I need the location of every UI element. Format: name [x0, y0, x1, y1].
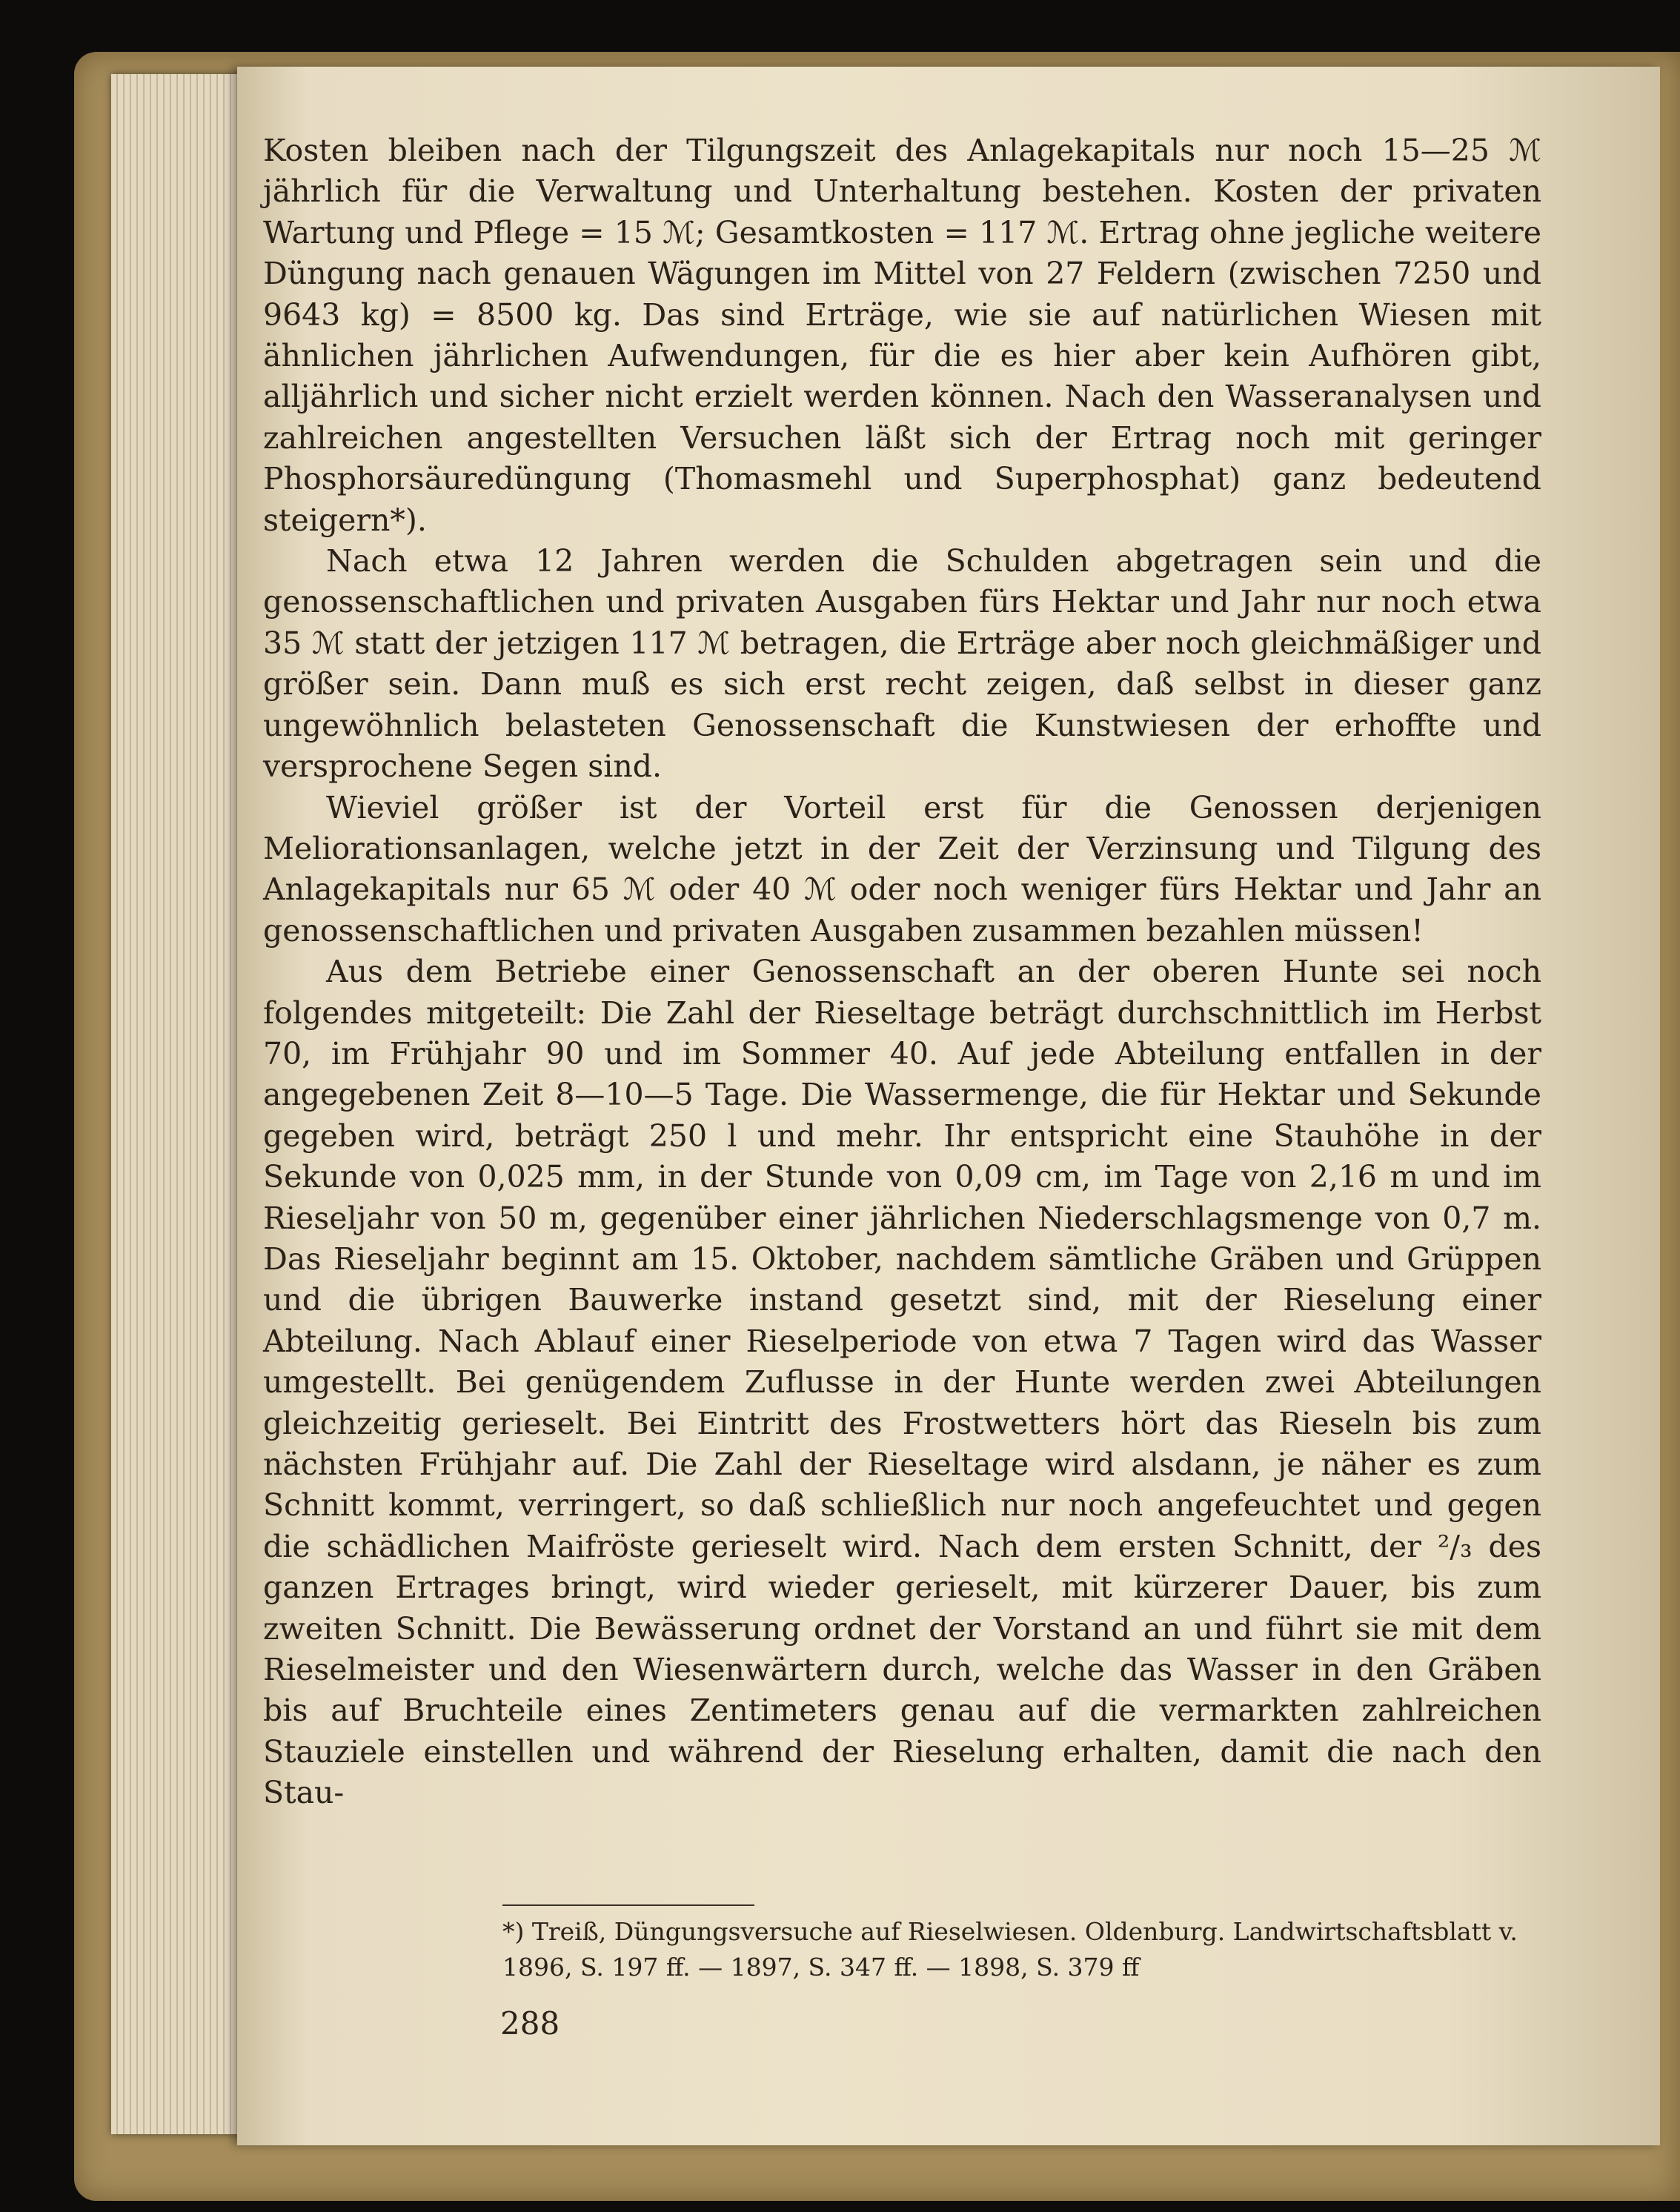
paragraph-2: Nach etwa 12 Jahren werden die Schulden abgetragen sein und die genossenschaftlichen und privaten Ausgaben fürs Hektar und Jahr nur noch etwa 35 ℳ statt der jetzigen 117 ℳ betragen, die Erträge aber noch gleichmäßiger und größer sein. Dann muß es sich erst recht zeigen, daß selbst in dieser ganz ungewöhnlich belasteten Genossenschaft die Kunstwiesen der erhoffte und versprochene Segen sind.	[263, 543, 1541, 785]
body-text	[263, 130, 1541, 1814]
paragraph-4: Aus dem Betriebe einer Genossenschaft an der oberen Hunte sei noch folgendes mitgeteilt: Die Zahl der Rieseltage beträgt durchschnittlich im Herbst 70, im Frühjahr 90 und im Sommer 40. Auf jede Abteilung entfallen in der angegebenen Zeit 8—10—5 Tage. Die Wassermenge, die für Hektar und Sekunde gegeben wird, beträgt 250 l und mehr. Ihr entspricht eine Stauhöhe in der Sekunde von 0,025 mm, in der Stunde von 0,09 cm, im Tage von 2,16 m und im Rieseljahr von 50 m, gegenüber einer jährlichen Niederschlagsmenge von 0,7 m. Das Rieseljahr beginnt am 15. Oktober, nachdem sämtliche Gräben und Grüppen und die übrigen Bauwerke instand gesetzt sind, mit der Rieselung einer Abteilung. Nach Ablauf einer Rieselperiode von etwa 7 Tagen wird das Wasser umgestellt. Bei genügendem Zuflusse in der Hunte werden zwei Abteilungen gleichzeitig gerieselt. Bei Eintritt des Frostwetters hört das Rieseln bis zum nächsten Frühjahr auf. Die Zahl der Rieseltage wird alsdann, je näher es zum Schnitt kommt, verringert, so daß schließlich nur noch angefeuchtet und gegen die schädlichen Maifröste gerieselt wird. Nach dem ersten Schnitt, der ²/₃ des ganzen Ertrages bringt, wird wieder gerieselt, mit kürzerer Dauer, bis zum zweiten Schnitt. Die Bewässerung ordnet der Vorstand an und führt sie mit dem Rieselmeister und den Wiesenwärtern durch, welche das Wasser in den Gräben bis auf Bruchteile eines Zentimeters genau auf die vermarkten zahlreichen Stauziele einstellen und während der Rieselung erhalten, damit die nach den Stau-	[263, 954, 1541, 1811]
footnote: *) Treiß, Düngungsversuche auf Rieselwiesen. Oldenburg. Landwirtschaftsblatt v. 1896, S. 197 ff. — 1897, S. 347 ff. — 1898, S. 379 ff	[502, 1917, 1518, 1982]
page-number: 288	[500, 2005, 560, 2042]
paragraph-3: Wieviel größer ist der Vorteil erst für die Genossen derjenigen Meliorationsanlagen, welche jetzt in der Zeit der Verzinsung und Tilgung des Anlagekapitals nur 65 ℳ oder 40 ℳ oder noch weniger fürs Hektar und Jahr an genossenschaftlichen und privaten Ausgaben zusammen bezahlen müssen!	[263, 789, 1541, 949]
paragraph-1: Kosten bleiben nach der Tilgungszeit des Anlagekapitals nur noch 15—25 ℳ jährlich für die Verwaltung und Unterhaltung bestehen. Kosten der privaten Wartung und Pflege = 15 ℳ; Gesamtkosten = 117 ℳ. Ertrag ohne jegliche weitere Düngung nach genauen Wägungen im Mittel von 27 Feldern (zwischen 7250 und 9643 kg) = 8500 kg. Das sind Erträge, wie sie auf natürlichen Wiesen mit ähnlichen jährlichen Aufwendungen, für die es hier aber kein Aufhören gibt, alljährlich und sicher nicht erzielt werden können. Nach den Wasseranalysen und zahlreichen angestellten Versuchen läßt sich der Ertrag noch mit geringer Phosphorsäuredüngung (Thomasmehl und Superphosphat) ganz bedeutend steigern*).	[263, 133, 1541, 538]
footnote-divider	[502, 1904, 754, 1906]
